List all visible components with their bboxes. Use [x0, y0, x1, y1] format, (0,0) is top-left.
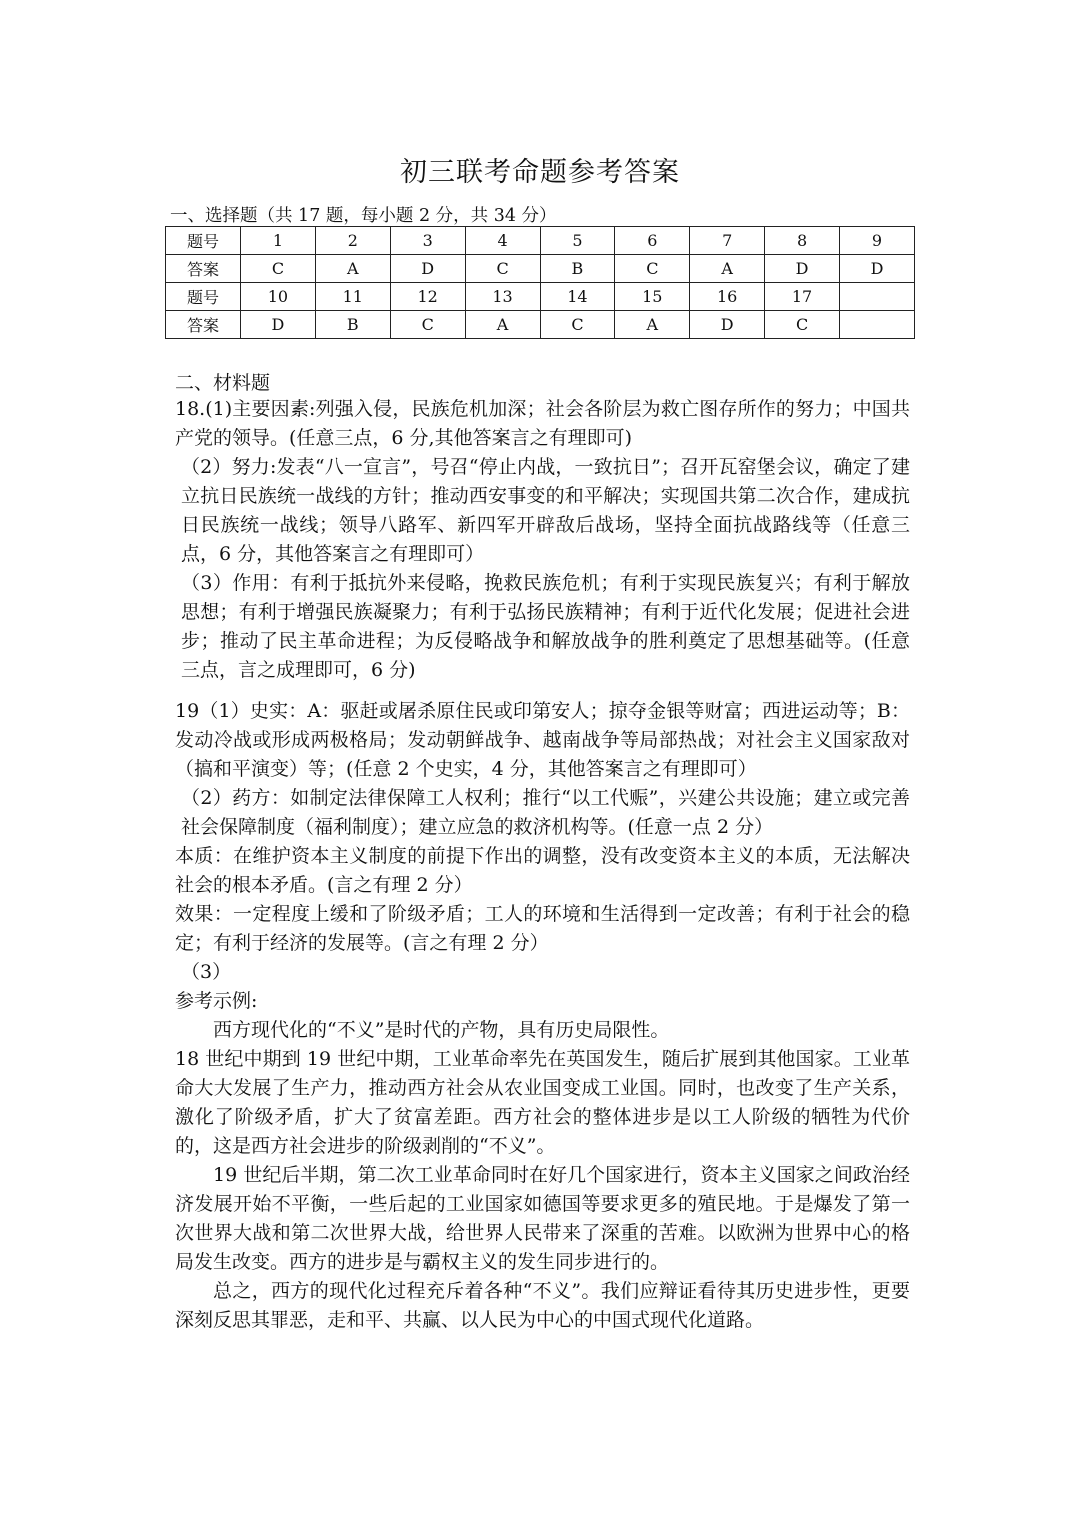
table-row: [166, 311, 915, 339]
q19-part3: （3）: [181, 961, 232, 983]
q19-example-thesis: 西方现代化的“不义”是时代的产物，具有历史局限性。: [213, 1019, 670, 1041]
table-cell: C: [241, 255, 316, 283]
table-cell: 13: [465, 283, 540, 311]
table-cell: D: [690, 311, 765, 339]
table-cell: A: [615, 311, 690, 339]
row-label: 答案: [166, 311, 241, 339]
q19-part2: （2）药方：如制定法律保障工人权利；推行“以工代赈”，兴建公共设施；建立或完善社会保障制度（福利制度）；建立应急的救济机构等。(任意一点 2 分）: [181, 787, 910, 838]
question-19-answer: [175, 697, 910, 1335]
table-cell: 6: [615, 227, 690, 255]
table-cell: [840, 283, 915, 311]
table-row: [166, 227, 915, 255]
table-cell: C: [540, 311, 615, 339]
table-cell: 14: [540, 283, 615, 311]
q19-example-para2: 19 世纪后半期，第二次工业革命同时在好几个国家进行，资本主义国家之间政治经济发展开始不平衡，一些后起的工业国家如德国等要求更多的殖民地。于是爆发了第一次世界大战和第二次世界大战，给世界人民带来了深重的苦难。以欧洲为世界中心的格局发生改变。西方的进步是与霸权主义的发生同步进行的。: [175, 1164, 910, 1273]
q19-example-label: 参考示例:: [175, 990, 258, 1012]
table-cell: 2: [315, 227, 390, 255]
table-cell: 17: [765, 283, 840, 311]
section1-heading: 一、选择题（共 17 题，每小题 2 分，共 34 分）: [170, 206, 557, 226]
q18-part3: （3）作用：有利于抵抗外来侵略，挽救民族危机；有利于实现民族复兴；有利于解放思想；有利于增强民族凝聚力；有利于弘扬民族精神；有利于近代化发展；促进社会进步；推动了民主革命进程；为反侵略战争和解放战争的胜利奠定了思想基础等。(任意三点，言之成理即可，6 分): [181, 572, 910, 681]
table-cell: 9: [840, 227, 915, 255]
q19-effect: 效果：一定程度上缓和了阶级矛盾；工人的环境和生活得到一定改善；有利于社会的稳定；有利于经济的发展等。(言之有理 2 分）: [175, 903, 910, 954]
table-cell: 15: [615, 283, 690, 311]
table-cell: 4: [465, 227, 540, 255]
table-cell: [840, 311, 915, 339]
table-cell: B: [540, 255, 615, 283]
row-label: 题号: [166, 283, 241, 311]
question-18-answer: [175, 395, 910, 685]
table-cell: A: [690, 255, 765, 283]
table-cell: 10: [241, 283, 316, 311]
section2-heading: 二、材料题: [175, 372, 271, 394]
table-cell: C: [765, 311, 840, 339]
table-cell: D: [840, 255, 915, 283]
table-cell: 5: [540, 227, 615, 255]
table-cell: A: [465, 311, 540, 339]
q19-part1: 19（1）史实：A：驱赶或屠杀原住民或印第安人；掠夺金银等财富；西进运动等；B：发动冷战或形成两极格局；发动朝鲜战争、越南战争等局部热战；对社会主义国家敌对（搞和平演变）等；(任意 2 个史实，4 分，其他答案言之有理即可）: [175, 700, 910, 780]
table-cell: 7: [690, 227, 765, 255]
table-cell: B: [315, 311, 390, 339]
row-label: 答案: [166, 255, 241, 283]
table-cell: D: [765, 255, 840, 283]
table-cell: 12: [390, 283, 465, 311]
q19-example-conclusion: 总之，西方的现代化过程充斥着各种“不义”。我们应辩证看待其历史进步性，更要深刻反思其罪恶，走和平、共赢、以人民为中心的中国式现代化道路。: [175, 1280, 910, 1331]
answer-table: [165, 226, 915, 339]
table-cell: A: [315, 255, 390, 283]
table-cell: D: [390, 255, 465, 283]
table-cell: D: [241, 311, 316, 339]
page-title: 初三联考命题参考答案: [400, 157, 680, 188]
table-row: [166, 255, 915, 283]
table-cell: 8: [765, 227, 840, 255]
table-row: [166, 283, 915, 311]
table-cell: 3: [390, 227, 465, 255]
table-cell: C: [465, 255, 540, 283]
table-cell: 1: [241, 227, 316, 255]
q18-part2: （2）努力:发表“八一宣言”，号召“停止内战，一致抗日”；召开瓦窑堡会议，确定了建立抗日民族统一战线的方针；推动西安事变的和平解决；实现国共第二次合作，建成抗日民族统一战线；领导八路军、新四军开辟敌后战场，坚持全面抗战路线等（任意三点，6 分，其他答案言之有理即可）: [181, 456, 910, 565]
table-cell: 11: [315, 283, 390, 311]
table-cell: 16: [690, 283, 765, 311]
q18-part1: 18.(1)主要因素:列强入侵，民族危机加深；社会各阶层为救亡图存所作的努力；中国共产党的领导。(任意三点，6 分,其他答案言之有理即可): [175, 398, 910, 449]
table-cell: C: [615, 255, 690, 283]
q19-example-para1: 18 世纪中期到 19 世纪中期，工业革命率先在英国发生，随后扩展到其他国家。工业革命大大发展了生产力，推动西方社会从农业国变成工业国。同时，也改变了生产关系，激化了阶级矛盾，扩大了贫富差距。西方社会的整体进步是以工人阶级的牺牲为代价的，这是西方社会进步的阶级剥削的“不义”。: [175, 1048, 910, 1157]
table-cell: C: [390, 311, 465, 339]
q19-essence: 本质：在维护资本主义制度的前提下作出的调整，没有改变资本主义的本质，无法解决社会的根本矛盾。(言之有理 2 分）: [175, 845, 910, 896]
row-label: 题号: [166, 227, 241, 255]
